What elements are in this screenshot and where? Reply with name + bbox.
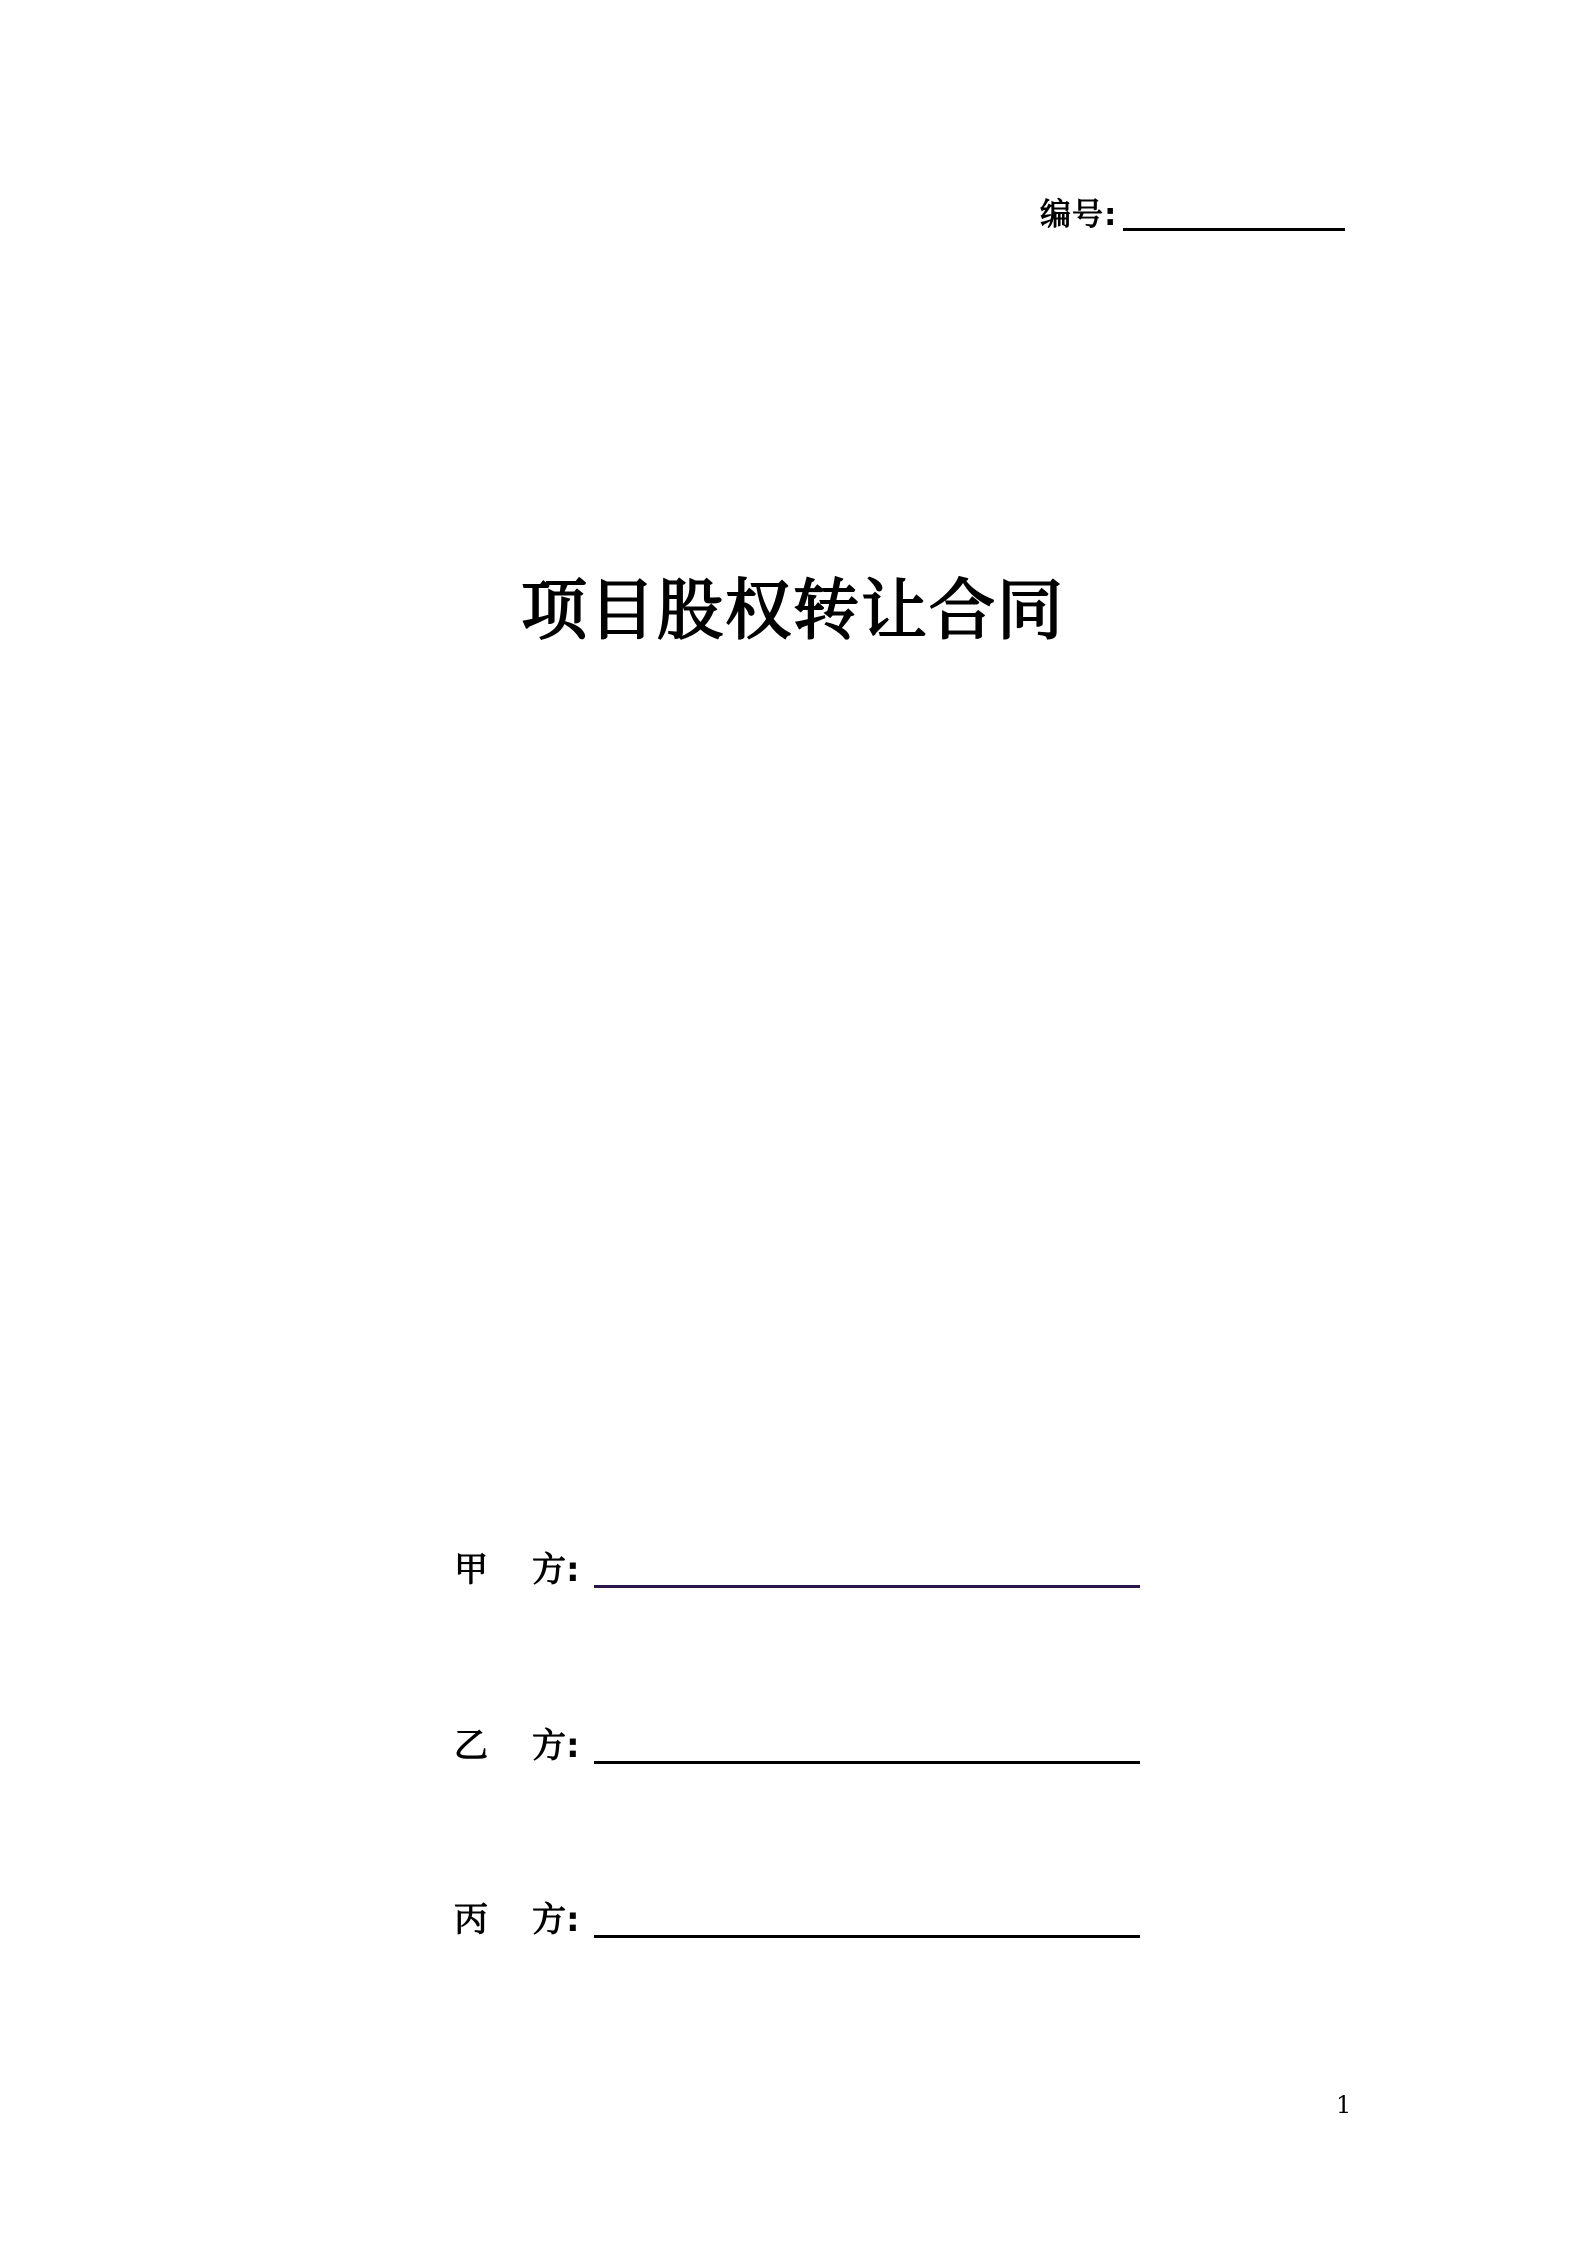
party-c-blank[interactable] xyxy=(594,1935,1140,1938)
page-number: 1 xyxy=(1336,2091,1352,2119)
document-title: 项目股权转让合同 xyxy=(521,572,1065,649)
party-b-name: 乙 xyxy=(454,1726,488,1766)
contract-number-blank[interactable] xyxy=(1123,228,1345,231)
party-c-name: 丙 xyxy=(454,1900,488,1940)
party-b-line xyxy=(454,1722,1140,1770)
party-a-name: 甲 xyxy=(454,1550,488,1590)
party-a-suffix: 方: xyxy=(532,1550,580,1590)
party-b-suffix: 方: xyxy=(532,1726,580,1766)
party-a-blank[interactable] xyxy=(594,1585,1140,1588)
contract-number-line xyxy=(1040,192,1345,238)
party-b-blank[interactable] xyxy=(594,1761,1140,1764)
party-a-line xyxy=(454,1546,1140,1594)
contract-number-label: 编号: xyxy=(1040,197,1118,233)
party-c-suffix: 方: xyxy=(532,1900,580,1940)
party-c-line xyxy=(454,1896,1140,1944)
